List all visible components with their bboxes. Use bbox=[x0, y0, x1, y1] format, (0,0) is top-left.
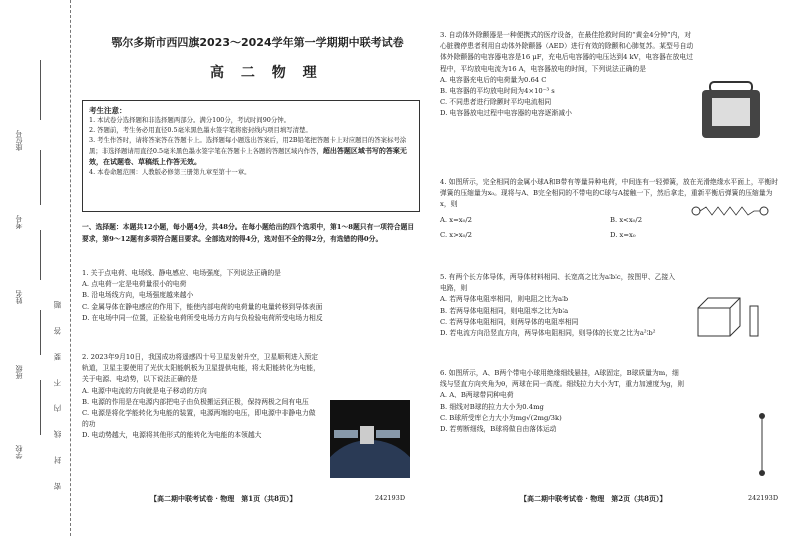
section-heading: 一、选择题：本题共12小题，每小题4分，共48分。在每小题给出的四个选项中，第1～8题只有一项符合题目要求，第9～12题有多项符合题目要求。全部选对的得4分，选对但不全的得2分，有选错的得0分。 bbox=[82, 223, 415, 243]
option-d: D. x=x₀ bbox=[610, 230, 636, 239]
seal-line-text: 密 封 线 内 不 要 答 题 bbox=[53, 293, 62, 490]
fill-line bbox=[40, 230, 41, 280]
spring bbox=[700, 207, 760, 215]
block-front bbox=[698, 308, 730, 336]
option-c: C. 不同患者进行除颤时平均电流相同 bbox=[440, 98, 552, 107]
page-code-right: 242193D bbox=[748, 494, 779, 502]
page-code-left: 242193D bbox=[375, 494, 406, 502]
solar-panel-right bbox=[376, 430, 400, 438]
option-c: C. B球所受库仑力大小为mg√(2mg/3k) bbox=[440, 413, 562, 422]
option-a: A. 若两导体电阻率相同，则电阻之比为a∶b bbox=[440, 295, 569, 304]
ball-b bbox=[760, 207, 768, 215]
name-label: 姓名 bbox=[15, 290, 23, 304]
option-b: B. 若两导体电阻相同，则电阻率之比为b∶a bbox=[440, 306, 569, 315]
question-stem: 6. 如图所示，A、B两个带电小球用绝缘细线悬挂，A球固定，B球质量为m，细线与竖直方向夹角为θ，两球在同一高度。细线拉力大小为T，重力加速度为g，则 bbox=[440, 369, 685, 389]
option-c: C. 电源是将化学能转化为电能的装置，电源两端的电压，即电源中非静电力做的功 bbox=[82, 409, 316, 429]
question-stem: 1. 关于点电荷、电场线、静电感应、电场强度，下列说法正确的是 bbox=[82, 269, 281, 277]
option-b: B. 电容器的平均放电时间为4×10⁻³ s bbox=[440, 87, 555, 96]
page-footer-left: 【高二期中联考试卷 · 物理 第1页（共8页）】 bbox=[150, 494, 297, 503]
hanging-ball-diagram bbox=[752, 410, 772, 480]
notice-highlight: 超出答题区域书写的答案无效，在试题卷、草稿纸上作答无效。 bbox=[89, 145, 407, 166]
fill-line bbox=[40, 380, 41, 435]
class-label: 班级 bbox=[15, 365, 23, 379]
question-stem: 4. 如图所示，完全相同的金属小球A和B带有等量异种电荷，中间连有一轻弹簧，放在光滑绝缘水平面上，平衡时弹簧的压缩量为x₀。现将与A、B完全相同的不带电的C球与A接触一下，然后拿走，重新平衡后弹簧的压缩量为x，则 bbox=[440, 178, 779, 209]
question-1 bbox=[82, 268, 420, 324]
option-b: B. 沿电场线方向，电场强度越来越小 bbox=[82, 291, 194, 300]
exam-number-label: 考号 bbox=[15, 215, 23, 229]
question-5 bbox=[440, 272, 680, 339]
notice-item: 4. 本卷命题范围：人教版必修第三册第九章至第十一章。 bbox=[89, 167, 251, 176]
option-a: A. A、B两球带同种电荷 bbox=[440, 391, 514, 400]
notice-item: 2. 答题前，考生务必用直径0.5毫米黑色墨水签字笔将密封线内项目填写清楚。 bbox=[89, 125, 312, 134]
option-c: C. x>x₀/2 bbox=[440, 230, 472, 239]
question-2 bbox=[82, 352, 322, 442]
notice-item: 1. 本试卷分选择题和非选择题两部分。满分100分，考试时间90分钟。 bbox=[89, 116, 291, 124]
aed-screen bbox=[712, 98, 750, 126]
fill-line bbox=[40, 150, 41, 205]
block-thin bbox=[750, 306, 758, 336]
subject-title: 高 二 物 理 bbox=[210, 65, 323, 81]
option-d: D. 电动势越大，电源将其他形式的能转化为电能的本领越大 bbox=[82, 431, 262, 440]
notice-item bbox=[89, 136, 413, 168]
option-d: D. 若剪断细线，B球将做自由落体运动 bbox=[440, 425, 557, 434]
exam-title: 鄂尔多斯市西四旗2023～2024学年第一学期期中联考试卷 bbox=[111, 36, 404, 49]
earth-curve bbox=[330, 440, 410, 478]
block-edge bbox=[730, 298, 740, 308]
question-6 bbox=[440, 368, 685, 435]
option-c: C. 金属导体在静电感应的作用下，能使内部电荷的电荷量的电量转移到导体表面 bbox=[82, 302, 323, 311]
conductor-diagram bbox=[690, 292, 770, 342]
option-c: C. 若两导体电阻相同，则两导体的电阻率相同 bbox=[440, 317, 579, 326]
option-b: B. 电源的作用是在电源内部把电子由负极搬运到正极，保持两极之间有电压 bbox=[82, 397, 309, 406]
notice-item-text: 3. 考生作答时，请将答案答在答题卡上。选择题每小题选出答案后，用2B铅笔把答题卡上对应题目的答案标号涂黑；非选择题请用直径0.5毫米黑色墨水签字笔在答题卡上各题的答题区域内作答， bbox=[89, 135, 407, 155]
ball-a bbox=[692, 207, 700, 215]
question-stem: 3. 自动体外除颤器是一种便携式的医疗设备，在最佳抢救时间的“黄金4分钟”内，对心脏骤停患者利用自动体外除颤器（AED）进行有效的除颤和心肺复苏。某型号自动体外除颤器的电容器电容是16 μF，充电后电容器的电压达到4 kV，电容器在放电过程中，平均放电电流为16 A，电容器放电的时间，下列说法正确的是 bbox=[440, 31, 694, 73]
notice-heading: 考生注意： bbox=[89, 106, 127, 115]
binding-strip bbox=[0, 0, 71, 536]
fill-line bbox=[40, 310, 41, 355]
options-row bbox=[440, 230, 780, 241]
option-a: A. x=x₀/2 bbox=[440, 215, 472, 224]
ball-a bbox=[759, 413, 765, 419]
option-d: D. 电容器放电过程中电容器的电容逐渐减小 bbox=[440, 109, 572, 118]
school-label: 学校 bbox=[15, 445, 23, 459]
spring-diagram bbox=[690, 203, 770, 217]
aed-device-image bbox=[700, 80, 762, 140]
option-b: B. x<x₀/2 bbox=[610, 215, 643, 224]
question-stem: 2. 2023年9月10日，我国成功将遥感四十号卫星发射升空，卫星顺利进入预定轨道，卫星主要使用了光伏太阳能帆板为卫星提供电能，将太阳能转化为电能，关于电源、电动势，以下说法正确的是 bbox=[82, 353, 320, 384]
solar-panel-left bbox=[334, 430, 358, 438]
fill-line bbox=[40, 60, 41, 120]
satellite-image bbox=[330, 400, 410, 478]
option-a: A. 点电荷一定是电荷量很小的电荷 bbox=[82, 280, 187, 289]
ball-b bbox=[759, 470, 765, 476]
option-d: D. 在电场中同一位置，正检验电荷所受电场力方向与负检验电荷所受电场力相反 bbox=[82, 313, 323, 322]
option-d: D. 若电流方向沿竖直方向，两导体电阻相同，则导体的长宽之比为a²∶b² bbox=[440, 329, 656, 338]
question-stem: 5. 有两个长方体导体，两导体材料相同、长宽高之比为a∶b∶c，按图甲、乙接入电路，则 bbox=[440, 273, 676, 293]
option-b: B. 细线对B球的拉力大小为0.4mg bbox=[440, 402, 544, 411]
option-a: A. 电容器充电后的电荷量为0.64 C bbox=[440, 75, 547, 84]
seat-number-label: 座位号 bbox=[15, 130, 23, 151]
exam-notice bbox=[82, 100, 420, 212]
question-3 bbox=[440, 30, 695, 120]
page-footer-right: 【高二期中联考试卷 · 物理 第2页（共8页）】 bbox=[520, 494, 667, 503]
option-a: A. 电源中电流的方向就是电子移动的方向 bbox=[82, 386, 207, 395]
satellite-body bbox=[360, 426, 374, 444]
